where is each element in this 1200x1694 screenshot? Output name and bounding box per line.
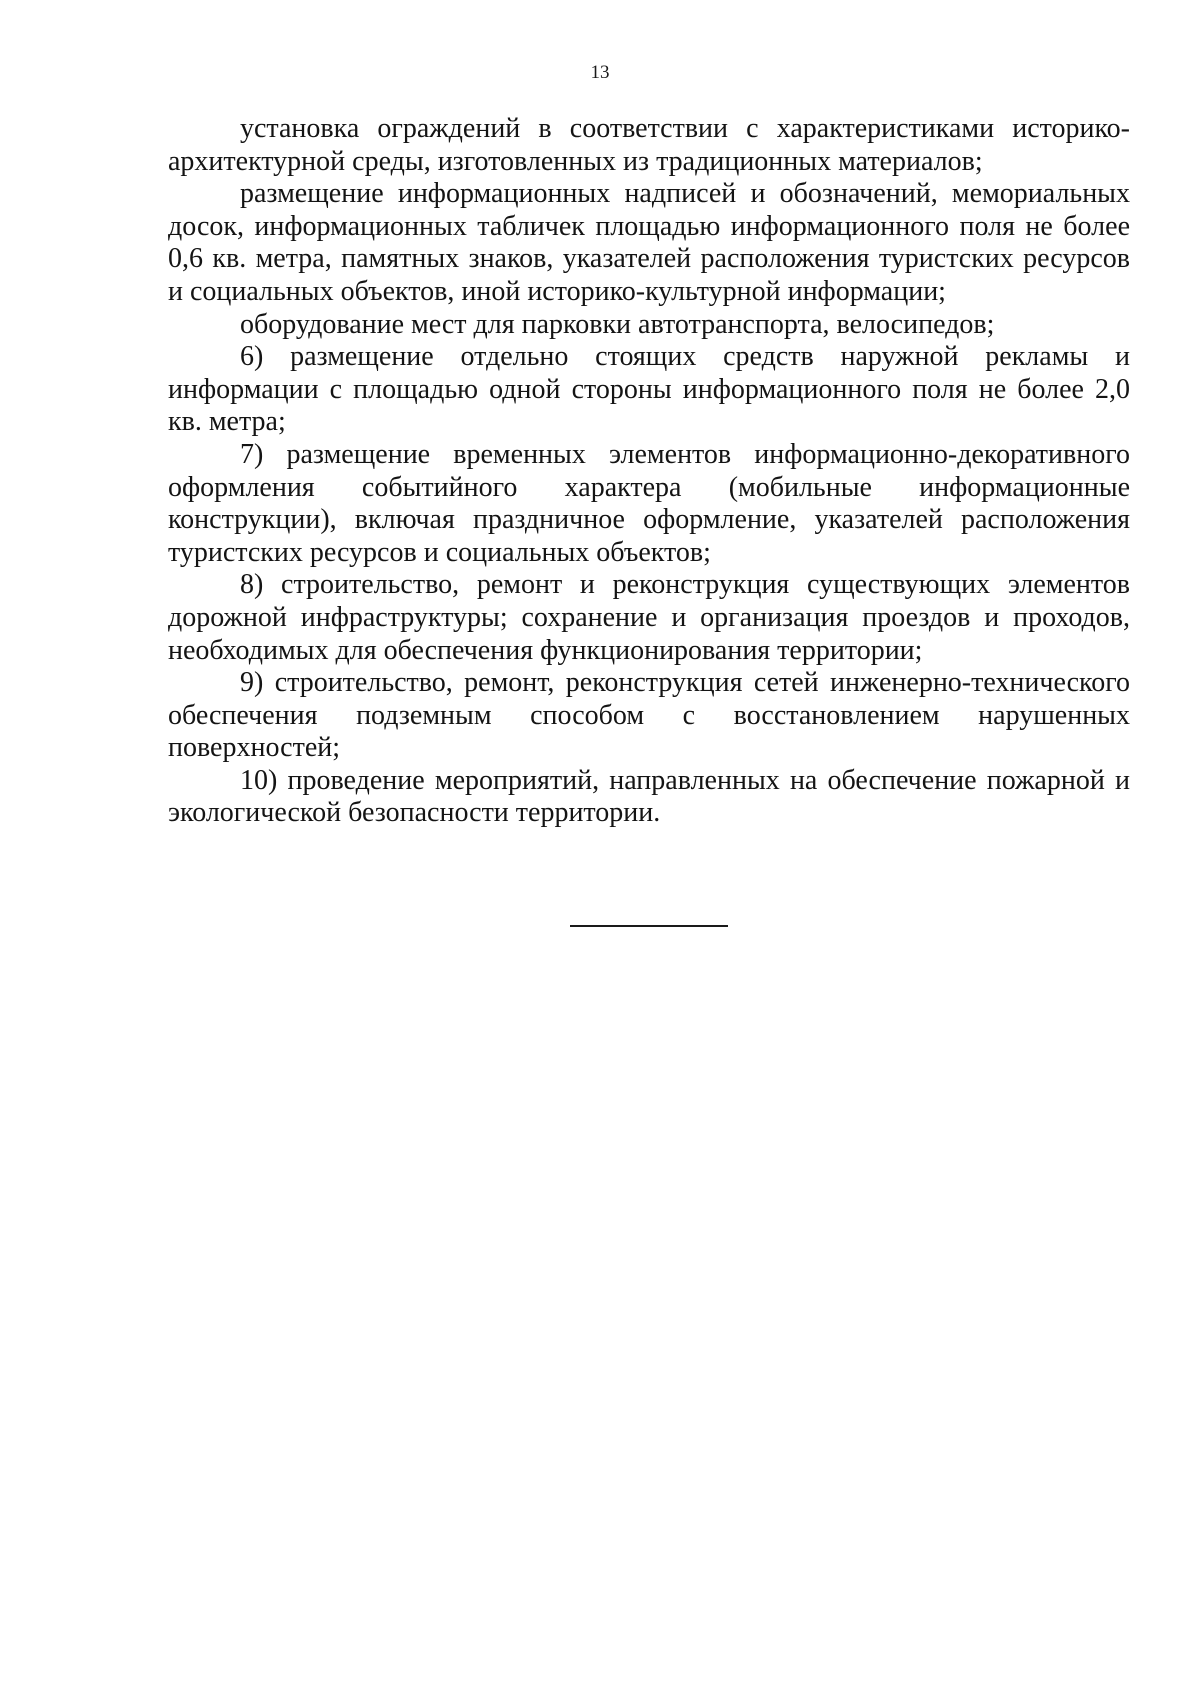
end-of-text-rule [570, 925, 728, 927]
paragraph-information-signs: размещение информационных надписей и обозначений, мемориальных досок, информационных табличек площадью информационного поля не более 0,6 кв. метра, памятных знаков, указателей расположения туристских ресурсов и социальных объектов, иной историко-культурной информации; [168, 178, 1130, 307]
paragraph-item-7-temporary-decor: 7) размещение временных элементов информационно-декоративного оформления событийного характера (мобильные информационные конструкции), включая праздничное оформление, указателей расположения туристских ресурсов и социальных объектов; [168, 438, 1130, 568]
paragraph-item-10-safety: 10) проведение мероприятий, направленных на обеспечение пожарной и экологической безопасности территории. [168, 764, 1130, 829]
paragraph-parking: оборудование мест для парковки автотранспорта, велосипедов; [240, 308, 995, 340]
paragraph-item-6-advertising: 6) размещение отдельно стоящих средств наружной рекламы и информации с площадью одной стороны информационного поля не более 2,0 кв. метра; [168, 341, 1130, 438]
document-body [168, 113, 1130, 830]
page-number: 13 [590, 62, 610, 83]
paragraph-item-8-road-infrastructure: 8) строительство, ремонт и реконструкция существующих элементов дорожной инфраструктуры; сохранение и организация проездов и проходов, необходимых для обеспечения функционирования территории; [168, 569, 1130, 666]
paragraph-item-9-engineering-networks: 9) строительство, ремонт, реконструкция сетей инженерно-технического обеспечения подземным способом с восстановлением нарушенных поверхностей; [168, 667, 1130, 764]
paragraph-fences: установка ограждений в соответствии с характеристиками историко-архитектурной среды, изготовленных из традиционных материалов; [168, 113, 1130, 177]
